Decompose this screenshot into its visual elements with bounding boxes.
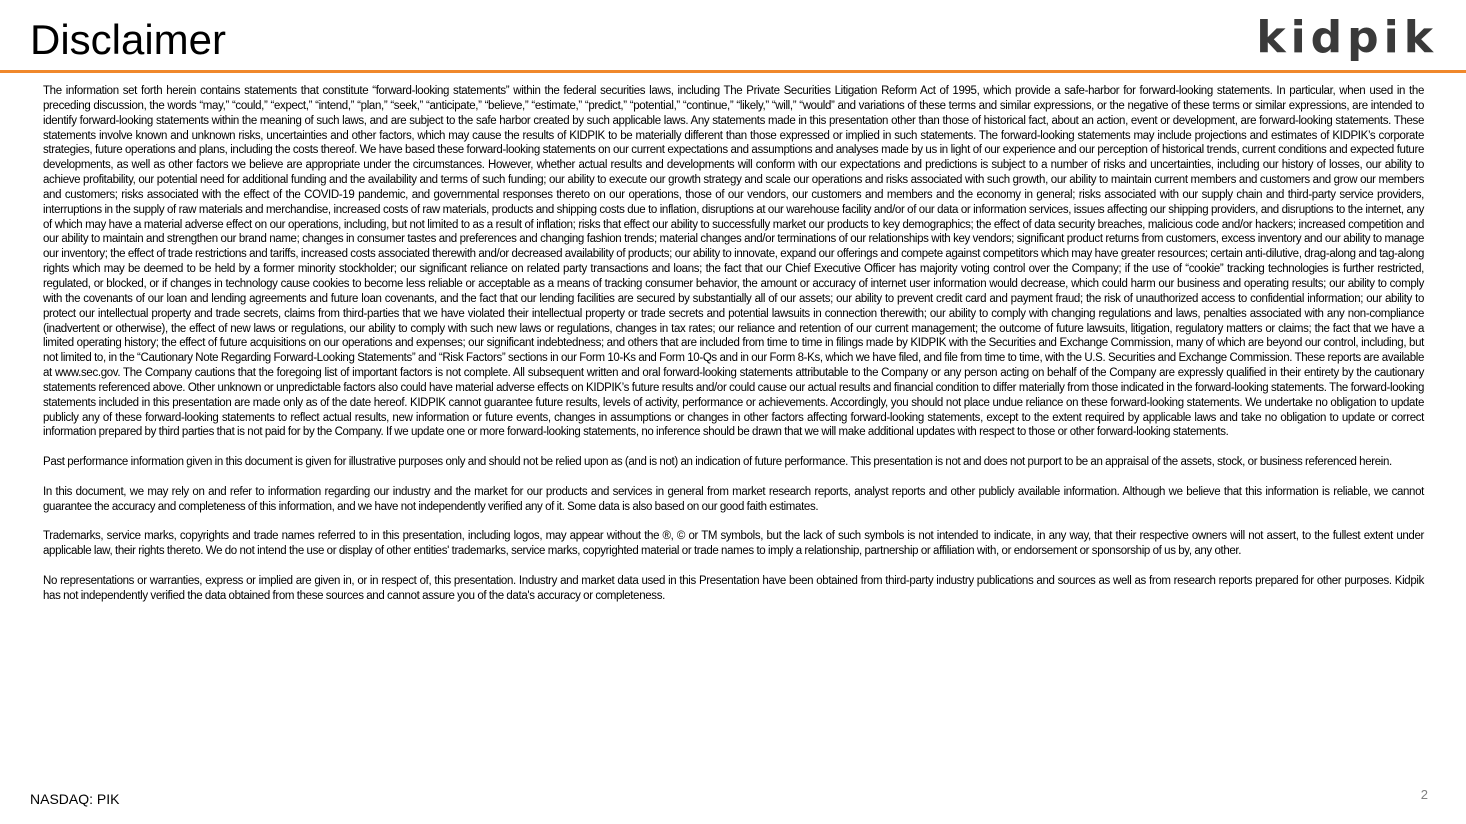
paragraph-no-representations: No representations or warranties, express or implied are given in, or in respect of, this presentation. Industry and market data used in this Presentation have been obtained from third-party industry publications and sources as well as from research reports prepared for other purposes. Kidpik has not independently verified the data obtained from these sources and cannot assure you of the data's accuracy or completeness. <box>43 574 1424 602</box>
page-number: 2 <box>1420 787 1428 802</box>
kidpik-logo: kidpik <box>1256 12 1438 63</box>
paragraph-market-data: In this document, we may rely on and refer to information regarding our industry and the market for our products and services in general from market research reports, analyst reports and other publicly available information. Although we believe that this information is reliable, we cannot guarantee the accuracy and completeness of this information, and we have not independently verified any of it. Some data is also based on our good faith estimates. <box>43 485 1424 513</box>
title-divider <box>0 70 1466 73</box>
paragraph-trademarks: Trademarks, service marks, copyrights and trade names referred to in this presentation, including logos, may appear without the ®, © or TM symbols, but the lack of such symbols is not intended to indicate, in any way, that their respective owners will not assert, to the fullest extent under applicable law, their rights thereto. We do not intend the use or display of other entities' trademarks, service marks, copyrighted material or trade names to imply a relationship, partnership or affiliation with, or endorsement or sponsorship of us by, any other. <box>43 530 1424 558</box>
disclaimer-body <box>43 84 1424 618</box>
paragraph-forward-looking: The information set forth herein contains statements that constitute “forward-looking statements” within the federal securities laws, including The Private Securities Litigation Reform Act of 1995, which provide a safe-harbor for forward-looking statements. In particular, when used in the preceding discussion, the words “may,” “could,” “expect,” “intend,” “plan,” “seek,” “anticipate,” “believe,” “estimate,” “predict,” “potential,” “continue,” “likely,” “will,” “would” and variations of these terms and similar expressions, or the negative of these terms or similar expressions, are intended to identify forward-looking statements within the meaning of such laws, and are subject to the safe harbor created by such applicable laws. Any statements made in this presentation other than those of historical fact, about an action, event or development, are forward-looking statements. These statements involve known and unknown risks, uncertainties and other factors, which may cause the results of KIDPIK to be materially different than those expressed or implied in such statements. The forward-looking statements may include projections and estimates of KIDPIK’s corporate strategies, future operations and plans, including the costs thereof. We have based these forward-looking statements on our current expectations and assumptions and analyses made by us in light of our experience and our perception of historical trends, current conditions and expected future developments, as well as other factors we believe are appropriate under the circumstances. However, whether actual results and developments will conform with our expectations and predictions is subject to a number of risks and uncertainties, including our history of losses, our ability to achieve profitability, our potential need for additional funding and the availability and terms of such funding; our ability to execute our growth strategy and scale our operations and risks associated with such growth, our ability to maintain current members and customers and grow our members and customers; risks associated with the effect of the COVID-19 pandemic, and governmental responses thereto on our operations, those of our vendors, our customers and members and the economy in general; risks associated with our supply chain and third-party service providers, interruptions in the supply of raw materials and merchandise, increased costs of raw materials, products and shipping costs due to inflation, disruptions at our warehouse facility and/or of our data or information services, issues affecting our shipping providers, and disruptions to the internet, any of which may have a material adverse effect on our operations, including, but not limited to as a result of inflation; risks that effect our ability to successfully market our products to key demographics; the effect of data security breaches, malicious code and/or hackers; increased competition and our ability to maintain and strengthen our brand name; changes in consumer tastes and preferences and changing fashion trends; material changes and/or terminations of our relationships with key vendors; significant product returns from customers, excess inventory and our ability to manage our inventory; the effect of trade restrictions and tariffs, increased costs associated therewith and/or decreased availability of products; our ability to innovate, expand our offerings and compete against competitors which may have greater resources; certain anti-dilutive, drag-along and tag-along rights which may be deemed to be held by a former minority stockholder; our significant reliance on related party transactions and loans; the fact that our Chief Executive Officer has majority voting control over the Company; if the use of “cookie” tracking technologies is further restricted, regulated, or blocked, or if changes in technology cause cookies to become less reliable or acceptable as a means of tracking consumer behavior, the amount or accuracy of internet user information would decrease, which could harm our business and operating results; our ability to comply with the covenants of our loan and lending agreements and future loan covenants, and the fact that our lending facilities are secured by substantially all of our assets; our ability to prevent credit card and payment fraud; the risk of unauthorized access to confidential information; our ability to protect our intellectual property and trade secrets, claims from third-parties that we have violated their intellectual property or trade secrets and potential lawsuits in connection therewith; our ability to comply with changing regulations and laws, penalties associated with any non-compliance (inadvertent or otherwise), the effect of new laws or regulations, our ability to comply with such new laws or regulations, changes in tax rates; our reliance and retention of our current management; the outcome of future lawsuits, litigation, regulatory matters or claims; the fact that we have a limited operating history; the effect of future acquisitions on our operations and expenses; our significant indebtedness; and others that are included from time to time in filings made by KIDPIK with the Securities and Exchange Commission, many of which are beyond our control, including, but not limited to, in the “Cautionary Note Regarding Forward-Looking Statements” and “Risk Factors” sections in our Form 10-Ks and Form 10-Qs and in our Form 8-Ks, which we have filed, and file from time to time, with the U.S. Securities and Exchange Commission. These reports are available at www.sec.gov. The Company cautions that the foregoing list of important factors is not complete. All subsequent written and oral forward-looking statements attributable to the Company or any person acting on behalf of the Company are expressly qualified in their entirety by the cautionary statements referenced above. Other unknown or unpredictable factors also could have material adverse effects on KIDPIK’s future results and/or could cause our actual results and financial condition to differ materially from those indicated in the forward-looking statements. The forward-looking statements included in this presentation are made only as of the date hereof. KIDPIK cannot guarantee future results, levels of activity, performance or achievements. Accordingly, you should not place undue reliance on these forward-looking statements. We undertake no obligation to update publicly any of these forward-looking statements to reflect actual results, new information or future events, changes in assumptions or changes in other factors affecting forward-looking statements, except to the extent required by applicable laws and take no obligation to update or correct information prepared by third parties that is not paid for by the Company. If we update one or more forward-looking statements, no inference should be drawn that we will make additional updates with respect to those or other forward-looking statements. <box>43 85 1424 439</box>
ticker-label: NASDAQ: PIK <box>30 791 120 807</box>
page-title: Disclaimer <box>30 16 227 63</box>
paragraph-past-performance: Past performance information given in this document is given for illustrative purposes only and should not be relied upon as (and is not) an indication of future performance. This presentation is not and does not purport to be an appraisal of the assets, stock, or business referenced herein. <box>43 456 1392 469</box>
